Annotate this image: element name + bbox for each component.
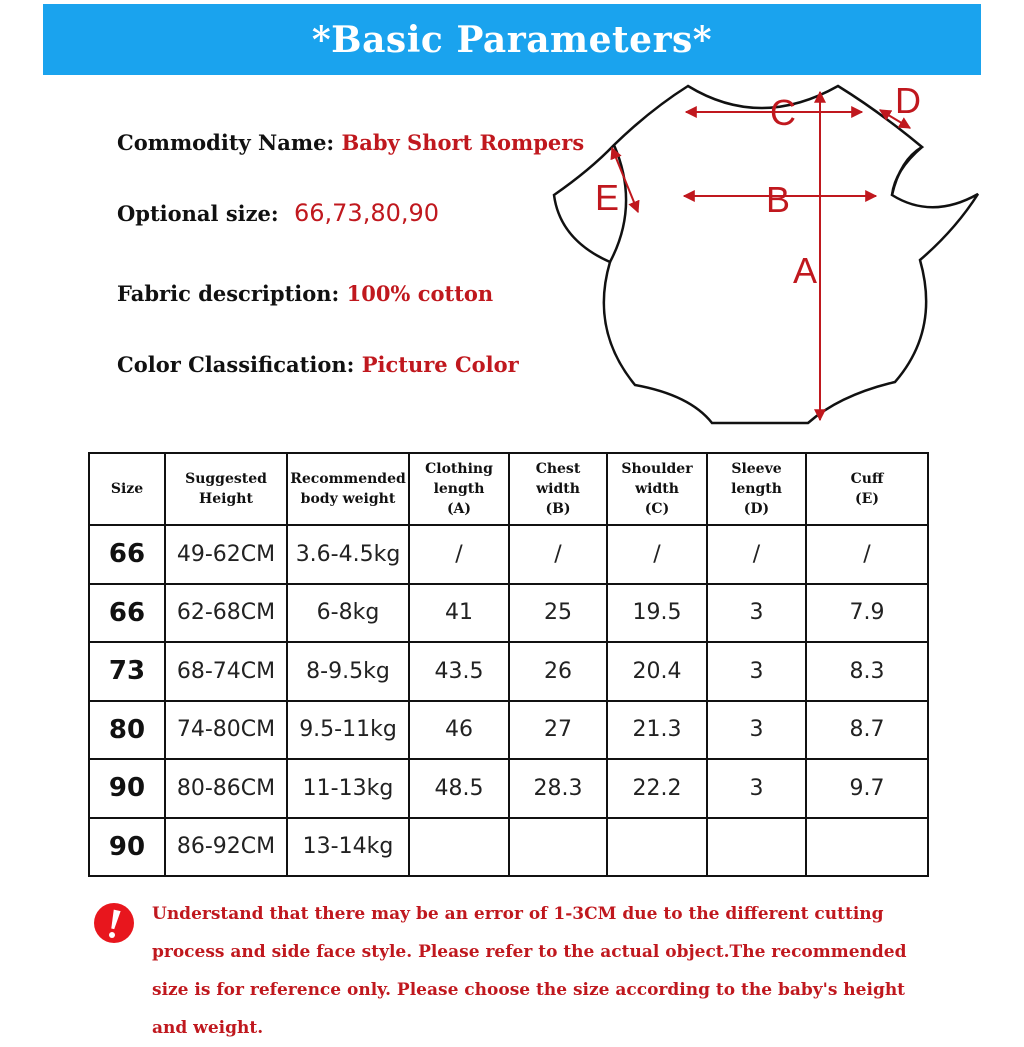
romper-outline [554, 86, 978, 423]
cell-height: 86-92CM [165, 818, 287, 877]
cell-chest-width: 25 [509, 584, 607, 643]
cell-size: 90 [89, 818, 165, 877]
table-row [89, 584, 928, 643]
info-color-label: Color Classification: [117, 352, 355, 377]
cell-height: 68-74CM [165, 642, 287, 701]
cell-shoulder-width: 20.4 [607, 642, 707, 701]
cell-sleeve-length: / [707, 525, 806, 584]
info-fabric-value: 100% cotton [346, 281, 494, 306]
cell-sleeve-length: 3 [707, 584, 806, 643]
info-commodity-label: Commodity Name: [117, 130, 335, 155]
size-table [88, 452, 929, 877]
table-row [89, 525, 928, 584]
diagram-label-d: D [895, 80, 921, 121]
info-color [117, 352, 519, 377]
cell-shoulder-width: / [607, 525, 707, 584]
cell-sleeve-length: 3 [707, 759, 806, 818]
table-header-row [89, 453, 928, 525]
cell-clothing-length: 48.5 [409, 759, 509, 818]
cell-clothing-length: / [409, 525, 509, 584]
table-row [89, 701, 928, 760]
cell-shoulder-width: 19.5 [607, 584, 707, 643]
info-size-label: Optional size: [117, 201, 279, 226]
header-suggested-height: Suggested Height [165, 453, 287, 525]
cell-shoulder-width: 22.2 [607, 759, 707, 818]
cell-shoulder-width: 21.3 [607, 701, 707, 760]
header-recommended-weight: Recommended body weight [287, 453, 409, 525]
cell-cuff: 8.7 [806, 701, 928, 760]
cell-cuff: / [806, 525, 928, 584]
header-chest-width: Chest width (B) [509, 453, 607, 525]
cell-shoulder-width [607, 818, 707, 877]
info-size [117, 199, 439, 227]
cell-chest-width: 27 [509, 701, 607, 760]
cell-clothing-length: 46 [409, 701, 509, 760]
cell-cuff [806, 818, 928, 877]
cell-sleeve-length: 3 [707, 642, 806, 701]
cell-size: 66 [89, 525, 165, 584]
cell-size: 90 [89, 759, 165, 818]
cell-cuff: 8.3 [806, 642, 928, 701]
info-commodity [117, 130, 584, 155]
cell-chest-width: 28.3 [509, 759, 607, 818]
cell-chest-width [509, 818, 607, 877]
cell-weight: 9.5-11kg [287, 701, 409, 760]
table-row [89, 642, 928, 701]
info-color-value: Picture Color [361, 352, 519, 377]
header-sleeve-length: Sleeve length (D) [707, 453, 806, 525]
info-commodity-value: Baby Short Rompers [341, 130, 585, 155]
cell-height: 80-86CM [165, 759, 287, 818]
cell-chest-width: / [509, 525, 607, 584]
diagram-label-e: E [595, 177, 620, 218]
info-fabric [117, 281, 493, 306]
diagram-label-a: A [793, 250, 818, 291]
cell-cuff: 7.9 [806, 584, 928, 643]
cell-clothing-length: 43.5 [409, 642, 509, 701]
cell-weight: 11-13kg [287, 759, 409, 818]
diagram-label-c: C [770, 92, 796, 133]
header-clothing-length: Clothing length (A) [409, 453, 509, 525]
header-size: Size [89, 453, 165, 525]
cell-size: 80 [89, 701, 165, 760]
table-row [89, 759, 928, 818]
cell-weight: 13-14kg [287, 818, 409, 877]
cell-sleeve-length [707, 818, 806, 877]
romper-diagram [552, 76, 984, 432]
cell-chest-width: 26 [509, 642, 607, 701]
disclaimer-note: Understand that there may be an error of 1-3CM due to the different cutting process and side face style. Please refer to the actual object.The recommended size is for reference only. Please choose the size according to the baby's height and weight. [152, 904, 907, 1038]
diagram-label-b: B [766, 179, 791, 220]
cell-sleeve-length: 3 [707, 701, 806, 760]
header-cuff: Cuff (E) [806, 453, 928, 525]
cell-weight: 6-8kg [287, 584, 409, 643]
cell-clothing-length: 41 [409, 584, 509, 643]
cell-weight: 8-9.5kg [287, 642, 409, 701]
exclamation-icon [93, 902, 135, 944]
header-shoulder-width: Shoulder width (C) [607, 453, 707, 525]
cell-height: 62-68CM [165, 584, 287, 643]
cell-size: 73 [89, 642, 165, 701]
cell-cuff: 9.7 [806, 759, 928, 818]
table-row [89, 818, 928, 877]
title-banner [43, 4, 981, 75]
info-fabric-label: Fabric description: [117, 281, 340, 306]
cell-height: 74-80CM [165, 701, 287, 760]
page-title: *Basic Parameters* [311, 18, 713, 61]
cell-height: 49-62CM [165, 525, 287, 584]
cell-clothing-length [409, 818, 509, 877]
cell-size: 66 [89, 584, 165, 643]
info-size-value: 66,73,80,90 [293, 199, 440, 227]
cell-weight: 3.6-4.5kg [287, 525, 409, 584]
